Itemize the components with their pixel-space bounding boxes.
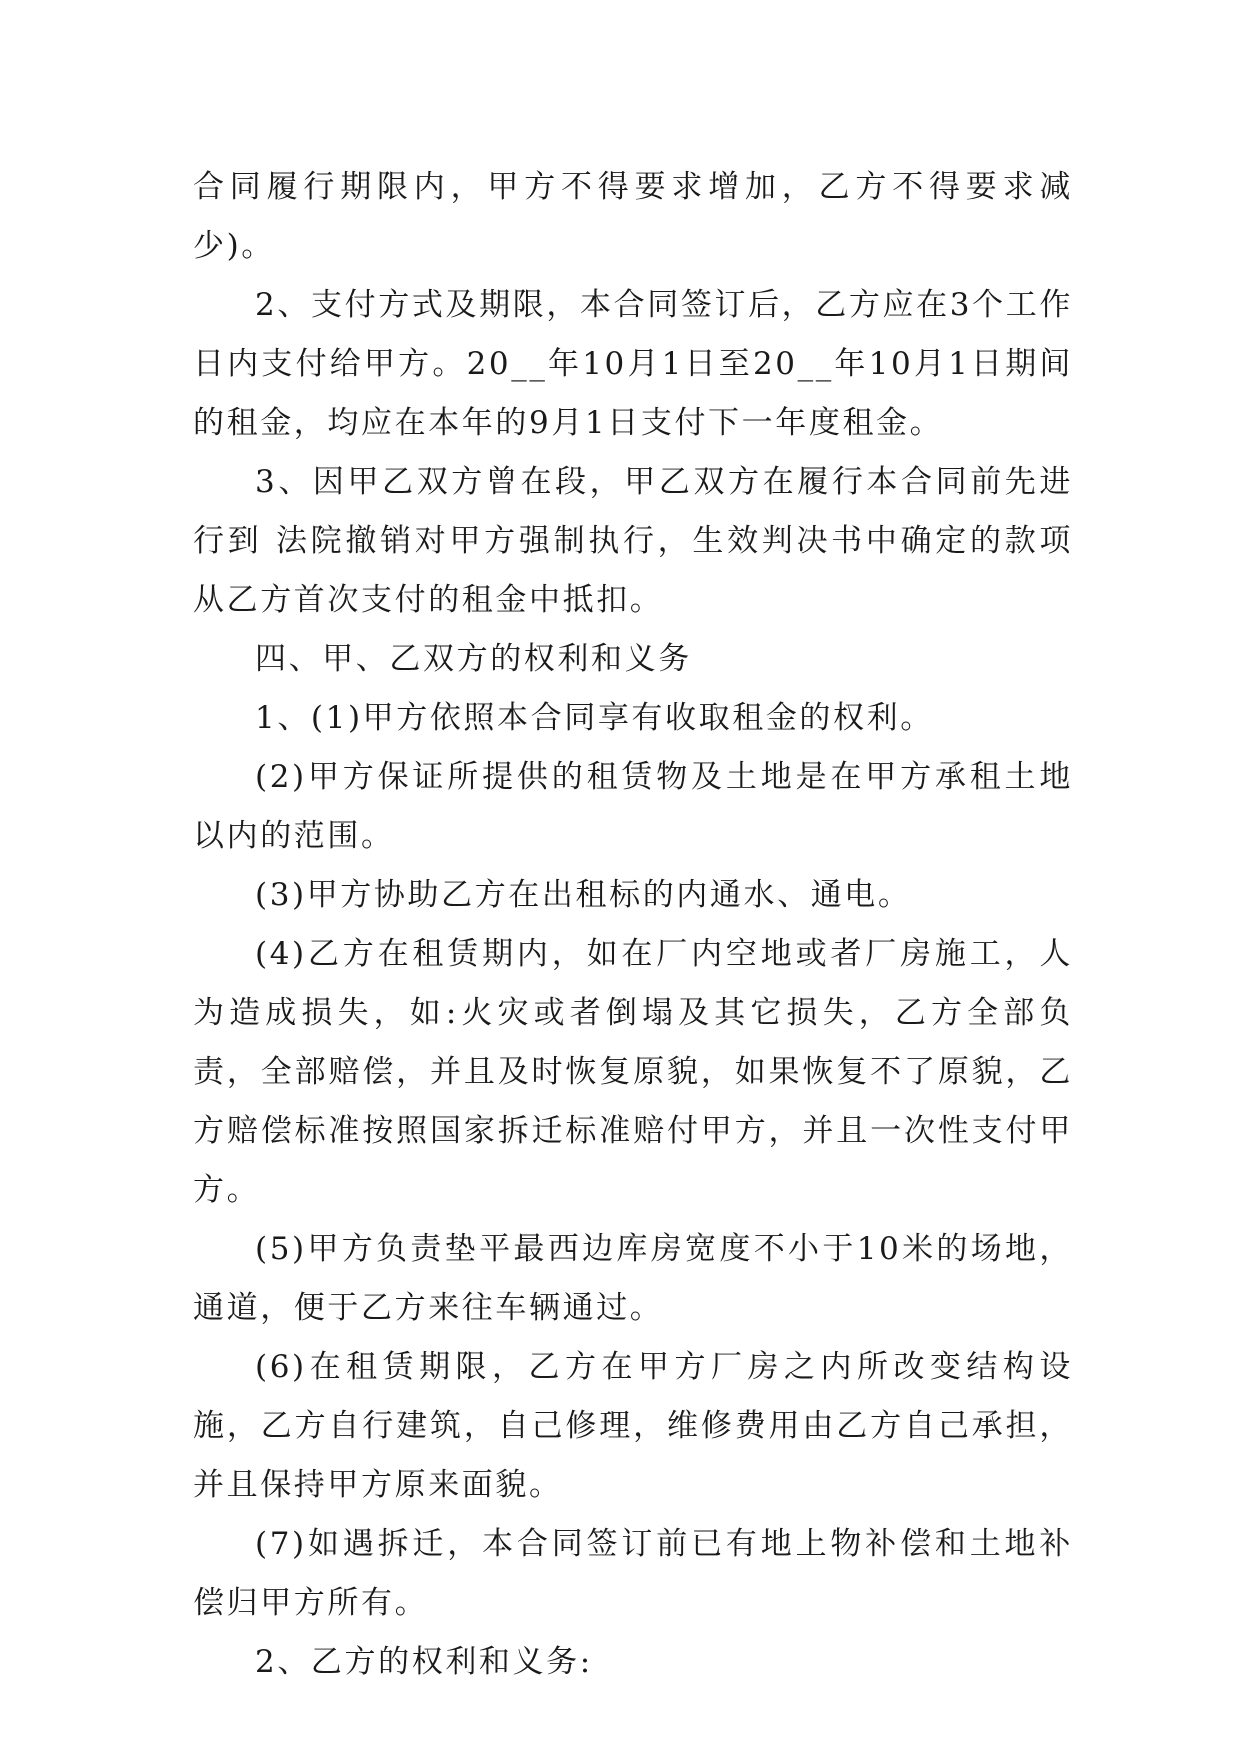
section-heading-rights-obligations: 四、甲、乙双方的权利和义务 <box>255 641 692 677</box>
paragraph-continuation: 合同履行期限内，甲方不得要求增加，乙方不得要求减少)。 <box>193 169 1073 264</box>
document-body <box>193 158 1073 1692</box>
paragraph-party-a-right-7: (7)如遇拆迁，本合同签订前已有地上物补偿和土地补偿归甲方所有。 <box>193 1526 1073 1621</box>
paragraph-party-a-right-1: 1、(1)甲方依照本合同享有收取租金的权利。 <box>255 700 934 736</box>
paragraph-party-a-right-3: (3)甲方协助乙方在出租标的内通水、通电。 <box>255 877 912 913</box>
paragraph-rent-deduction: 3、因甲乙双方曾在段，甲乙双方在履行本合同前先进行到 法院撤销对甲方强制执行，生效判决书中确定的款项从乙方首次支付的租金中抵扣。 <box>193 464 1073 618</box>
paragraph-party-a-right-6: (6)在租赁期限，乙方在甲方厂房之内所改变结构设施，乙方自行建筑，自己修理，维修费用由乙方自己承担，并且保持甲方原来面貌。 <box>193 1349 1073 1503</box>
paragraph-payment-terms: 2、支付方式及期限，本合同签订后，乙方应在3个工作日内支付给甲方。20__年10月1日至20__年10月1日期间的租金，均应在本年的9月1日支付下一年度租金。 <box>193 287 1073 441</box>
paragraph-party-a-right-2: (2)甲方保证所提供的租赁物及土地是在甲方承租土地以内的范围。 <box>193 759 1073 854</box>
paragraph-party-a-right-5: (5)甲方负责垫平最西边库房宽度不小于10米的场地，通道，便于乙方来往车辆通过。 <box>193 1231 1073 1326</box>
paragraph-party-a-right-4: (4)乙方在租赁期内，如在厂内空地或者厂房施工，人为造成损失，如:火灾或者倒塌及其它损失，乙方全部负责，全部赔偿，并且及时恢复原貌，如果恢复不了原貌，乙方赔偿标准按照国家拆迁标准赔付甲方，并且一次性支付甲方。 <box>193 936 1073 1208</box>
paragraph-party-b-heading: 2、乙方的权利和义务: <box>255 1644 593 1680</box>
